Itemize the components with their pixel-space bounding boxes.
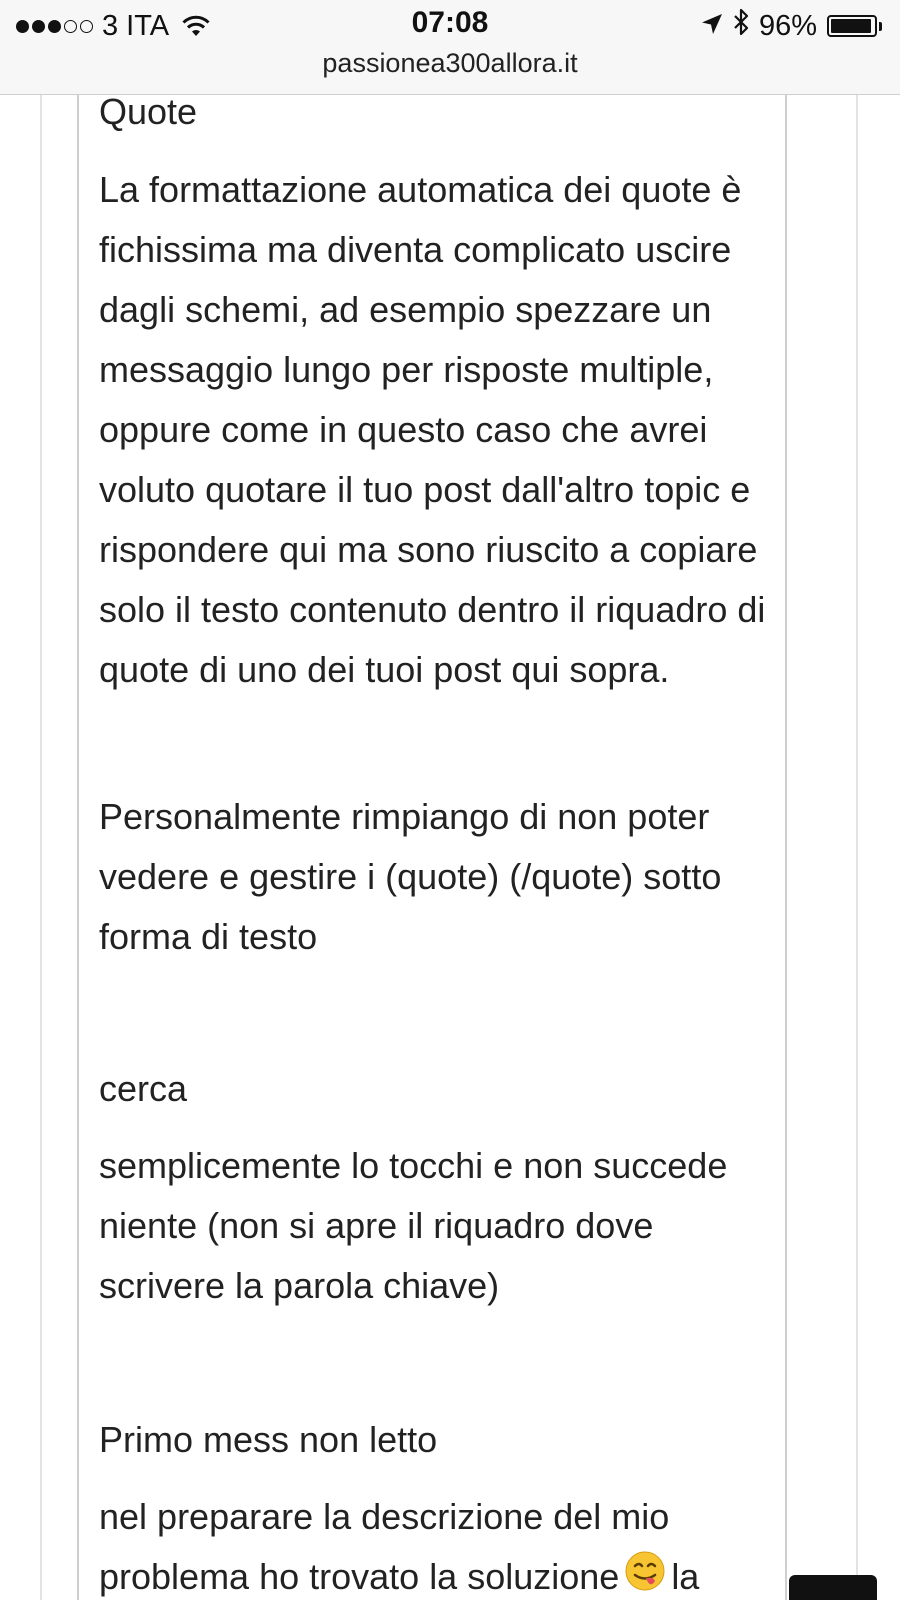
tongue-out-emoji-icon: [625, 1549, 665, 1600]
section-title-cerca: cerca: [99, 1068, 188, 1109]
battery-icon: [827, 15, 882, 37]
bluetooth-icon: [733, 8, 749, 44]
battery-percent: 96%: [758, 9, 817, 42]
status-right: [691, 8, 882, 44]
page-content: [0, 95, 900, 1600]
url-bar[interactable]: passionea300allora.it: [322, 48, 578, 78]
paragraph-primo: [99, 1487, 767, 1600]
paragraph-primo-line2-end: la: [671, 1556, 700, 1597]
paragraph-cerca: semplicemente lo tocchi e non succede niente (non si apre il riquadro dove scrivere la parola chiave): [99, 1145, 728, 1306]
paragraph-primo-line2: problema ho trovato la soluzione: [99, 1556, 620, 1597]
status-time: 07:08: [411, 6, 489, 39]
paragraph-personal: Personalmente rimpiango di non poter vedere e gestire i (quote) (/quote) sotto forma di testo: [99, 796, 722, 957]
status-bar: [0, 0, 900, 95]
paragraph-quote: La formattazione automatica dei quote è fichissima ma diventa complicato uscire dagli schemi, ad esempio spezzare un messaggio lungo per risposte multiple, oppure come in questo caso che avrei voluto quotare il tuo post dall'altro topic e rispondere qui ma sono riuscito a copiare solo il testo contenuto dentro il riquadro di quote di uno dei tuoi post qui sopra.: [99, 169, 766, 690]
location-arrow-icon: [701, 10, 723, 43]
post-body: [77, 95, 787, 1600]
chevron-up-icon: [801, 1595, 865, 1600]
section-title-quote: Quote: [99, 95, 198, 132]
section-title-primo: Primo mess non letto: [99, 1419, 438, 1460]
battery-fill: [831, 19, 871, 33]
paragraph-primo-line1: nel preparare la descrizione del mio: [99, 1496, 670, 1537]
carrier-name: 3 ITA: [102, 9, 170, 42]
scroll-to-top-button[interactable]: [789, 1575, 877, 1600]
